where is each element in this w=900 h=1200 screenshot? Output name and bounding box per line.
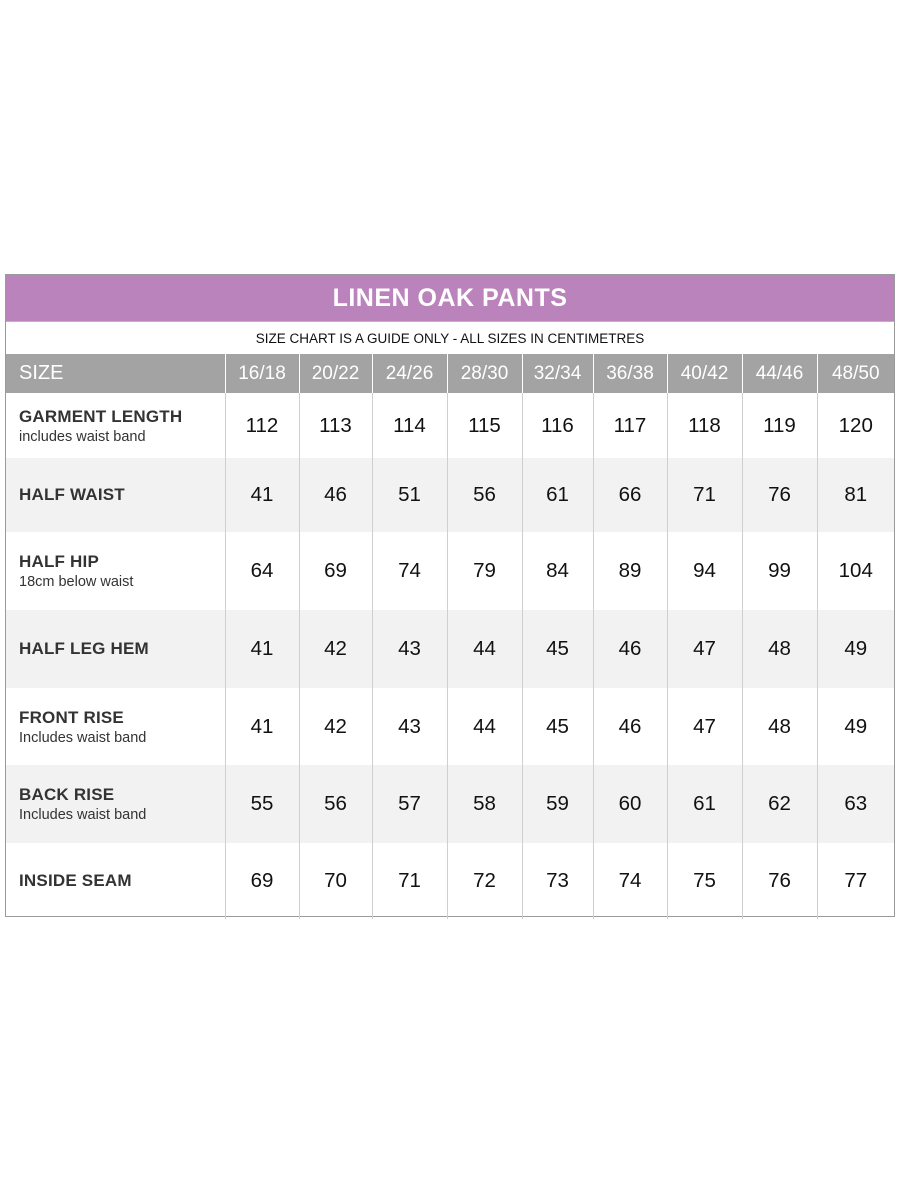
table-cell: 116	[522, 393, 593, 458]
table-cell: 72	[447, 843, 522, 919]
header-size: 24/26	[372, 354, 447, 393]
header-size: 44/46	[742, 354, 817, 393]
table-cell: 76	[742, 843, 817, 919]
table-cell: 61	[667, 765, 742, 843]
table-cell: 70	[299, 843, 372, 919]
row-label	[6, 458, 225, 532]
row-label	[6, 532, 225, 610]
header-size: 20/22	[299, 354, 372, 393]
table-cell: 41	[225, 458, 299, 532]
table-cell: 49	[817, 610, 894, 688]
row-label	[6, 688, 225, 765]
table-cell: 42	[299, 688, 372, 765]
row-name: INSIDE SEAM	[19, 871, 132, 890]
table-cell: 115	[447, 393, 522, 458]
row-name: FRONT RISE	[19, 707, 124, 727]
header-size: 36/38	[593, 354, 667, 393]
header-size: 16/18	[225, 354, 299, 393]
row-label	[6, 610, 225, 688]
table-cell: 59	[522, 765, 593, 843]
table-cell: 76	[742, 458, 817, 532]
table-cell: 44	[447, 610, 522, 688]
table-cell: 74	[593, 843, 667, 919]
table-cell: 44	[447, 688, 522, 765]
row-name: BACK RISE	[19, 785, 115, 804]
table-row	[6, 610, 894, 688]
table-cell: 104	[838, 559, 873, 582]
table-cell: 48	[742, 610, 817, 688]
table-row	[6, 458, 894, 532]
table-cell: 56	[299, 765, 372, 843]
table-cell: 57	[372, 765, 447, 843]
row-note: includes waist band	[19, 428, 146, 445]
table-row	[6, 532, 894, 610]
table-cell: 89	[593, 532, 667, 610]
table-row	[6, 765, 894, 843]
table-cell: 69	[299, 532, 372, 610]
table-cell: 45	[522, 688, 593, 765]
table-cell: 71	[372, 843, 447, 919]
row-name: HALF LEG HEM	[19, 639, 149, 658]
table-cell: 66	[593, 458, 667, 532]
table-cell: 46	[593, 688, 667, 765]
table-cell: 84	[522, 532, 593, 610]
table-cell: 45	[522, 610, 593, 688]
table-cell: 42	[299, 610, 372, 688]
row-label	[6, 393, 225, 458]
table-cell: 99	[742, 532, 817, 610]
table-cell: 120	[838, 413, 873, 437]
table-cell: 77	[844, 869, 868, 892]
chart-title: LINEN OAK PANTS	[6, 275, 894, 321]
table-cell: 73	[522, 843, 593, 919]
table-cell: 49	[844, 714, 868, 738]
table-cell: 47	[667, 688, 742, 765]
header-size: 32/34	[522, 354, 593, 393]
table-cell: 47	[667, 610, 742, 688]
row-name: HALF HIP	[19, 552, 99, 571]
table-cell: 71	[667, 458, 742, 532]
table-cell: 41	[225, 610, 299, 688]
table-row	[6, 843, 894, 919]
table-header-row	[6, 354, 894, 393]
table-cell: 117	[593, 393, 667, 458]
row-label	[6, 843, 225, 919]
row-note: Includes waist band	[19, 729, 147, 746]
table-cell: 69	[225, 843, 299, 919]
row-name: HALF WAIST	[19, 485, 125, 504]
table-cell: 114	[372, 393, 447, 458]
table-cell: 55	[225, 765, 299, 843]
table-cell: 75	[667, 843, 742, 919]
row-note: Includes waist band	[19, 807, 147, 823]
row-label	[6, 765, 225, 843]
table-cell: 64	[225, 532, 299, 610]
table-cell: 46	[593, 610, 667, 688]
chart-subtitle: SIZE CHART IS A GUIDE ONLY - ALL SIZES IN CENTIMETRES	[6, 321, 894, 355]
table-cell: 41	[225, 688, 299, 765]
table-cell: 61	[522, 458, 593, 532]
row-name: GARMENT LENGTH	[19, 406, 183, 426]
table-row	[6, 393, 894, 458]
table-cell: 51	[372, 458, 447, 532]
header-size: 40/42	[667, 354, 742, 393]
row-note: 18cm below waist	[19, 574, 134, 590]
table-cell: 118	[667, 393, 742, 458]
table-cell: 48	[742, 688, 817, 765]
table-cell: 62	[742, 765, 817, 843]
header-size-label: SIZE	[6, 354, 225, 393]
table-cell: 43	[372, 610, 447, 688]
table-cell: 58	[447, 765, 522, 843]
table-cell: 81	[817, 458, 894, 532]
table-cell: 79	[447, 532, 522, 610]
size-table	[6, 354, 894, 919]
header-size: 48/50	[817, 354, 894, 393]
table-cell: 113	[299, 393, 372, 458]
table-cell: 60	[593, 765, 667, 843]
table-cell: 56	[447, 458, 522, 532]
table-cell: 94	[667, 532, 742, 610]
table-cell: 46	[299, 458, 372, 532]
table-cell: 119	[742, 393, 817, 458]
table-cell: 112	[225, 393, 299, 458]
header-size: 28/30	[447, 354, 522, 393]
table-cell: 63	[817, 765, 894, 843]
table-row	[6, 688, 894, 765]
size-chart	[5, 274, 895, 917]
table-cell: 74	[372, 532, 447, 610]
table-cell: 43	[372, 688, 447, 765]
